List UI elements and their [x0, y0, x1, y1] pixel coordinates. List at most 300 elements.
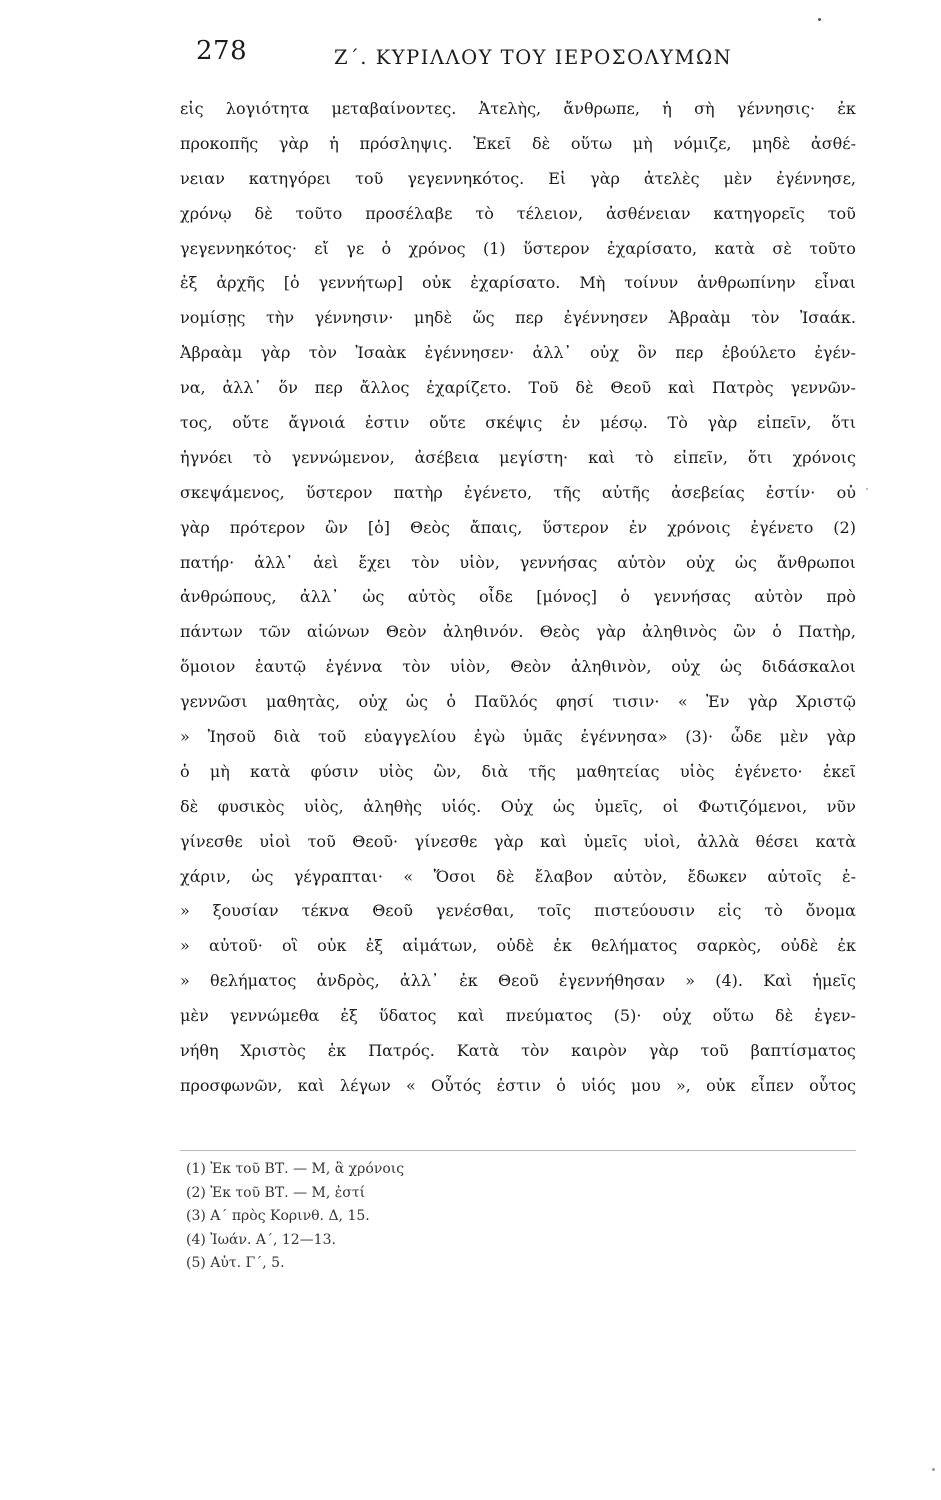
word: ὑμᾶς — [522, 727, 563, 747]
word: ἐβούλετο — [721, 343, 796, 363]
text-line — [180, 615, 856, 650]
text-line — [180, 790, 856, 825]
word: οἶδε — [479, 587, 513, 607]
word: γεννῶσι — [180, 692, 248, 712]
word: ἔλαβον — [534, 866, 594, 886]
word: χρόνῳ — [180, 203, 232, 223]
word: τὸν — [751, 308, 780, 328]
word: ἡ — [329, 133, 339, 153]
word: νῦν — [826, 796, 856, 816]
word: ὁ — [556, 1075, 566, 1095]
word: « — [403, 866, 414, 886]
word: τοῦτο — [809, 238, 856, 258]
word: ὁ — [180, 761, 190, 781]
word: ἀληθινὸν, — [570, 657, 652, 677]
word: πρόσληψις. — [359, 133, 453, 153]
word: τὸν — [521, 1041, 550, 1061]
word: σαρκὸς, — [696, 936, 762, 956]
word: ἀνθρώπους, — [180, 587, 277, 607]
word: ἀσθέ- — [810, 133, 856, 153]
word: ἔχει — [358, 552, 392, 572]
word: Φωτιζόμενοι, — [698, 796, 808, 816]
word: τὸν — [411, 552, 440, 572]
word: » — [180, 971, 190, 991]
word: ἀλλ᾽ — [299, 587, 339, 607]
word: τὸν — [308, 343, 337, 363]
word: Θεὸς — [409, 517, 450, 537]
word: ὢν — [325, 517, 348, 537]
word: θελήματος — [591, 936, 678, 956]
word: Τοῦ — [528, 378, 559, 398]
word: εἰπεῖν, — [673, 447, 728, 467]
word: πατὴρ — [393, 482, 443, 502]
word: ἐγένετο, — [464, 482, 533, 502]
word: γεγεννηκότος· — [180, 238, 297, 258]
word: μέσῳ. — [600, 413, 648, 433]
word: θελήματος — [209, 971, 297, 991]
word: υἱοὶ, — [643, 831, 681, 851]
word: ὃν — [637, 343, 657, 363]
word: Θεὸν — [385, 622, 427, 642]
word: τοίνυν — [624, 273, 679, 293]
word: μαθητὰς, — [265, 692, 341, 712]
word: ἔδωκεν — [687, 866, 747, 886]
text-line — [180, 650, 856, 685]
word: γε — [346, 238, 365, 258]
word: εἰπεῖν, — [757, 413, 812, 433]
word: ἐξ — [180, 273, 198, 293]
text-line — [180, 1069, 856, 1104]
word: οὐδὲ — [780, 936, 819, 956]
word: πνεύματος — [505, 1006, 593, 1026]
word: γέγραπται· — [293, 866, 383, 886]
word: γεννήτωρ] — [318, 273, 404, 293]
word: γὰρ — [590, 168, 620, 188]
word: γέννησις· — [736, 99, 816, 118]
word: ὑμεῖς — [583, 831, 628, 851]
word: ὡς — [405, 692, 428, 712]
word: « — [405, 1075, 416, 1095]
word: ἐγεννήθησαν — [558, 971, 666, 991]
word: ἐστιν — [365, 413, 410, 433]
word: σκέψις — [485, 413, 543, 433]
word: τῆς — [528, 761, 556, 781]
word: ἐκ — [553, 936, 572, 956]
text-line — [180, 1034, 856, 1069]
text-line — [180, 336, 856, 371]
word: Θεοῦ — [497, 971, 539, 991]
word: Μὴ — [579, 273, 606, 293]
word: πατήρ· — [180, 552, 235, 572]
word: ὢν — [733, 622, 756, 642]
word: ἠγνόει — [180, 447, 234, 467]
word: νειαν — [180, 168, 225, 188]
word: οὐκ — [421, 273, 452, 293]
text-line — [180, 894, 856, 929]
text-line — [180, 476, 856, 511]
word: Θεὸς — [539, 622, 580, 642]
word: πρὸ — [826, 587, 856, 607]
word: ἄνθρωπε, — [563, 99, 640, 118]
word: οὕτω — [712, 1006, 754, 1026]
word: ἀλλ᾽ — [254, 552, 294, 572]
text-line — [180, 162, 856, 197]
word: ὕδατος — [378, 1006, 437, 1026]
word: ἐξ — [340, 1006, 358, 1026]
text-line — [180, 546, 856, 581]
word: Οὗτός — [431, 1075, 482, 1095]
word: διδάσκαλοι — [761, 657, 856, 677]
word: οἳ — [282, 936, 298, 956]
word: χρόνος — [408, 238, 466, 258]
word: οὐκ — [706, 1075, 736, 1095]
word: ὡς — [552, 796, 575, 816]
word: ὡς — [251, 866, 274, 886]
paper-speck — [932, 1468, 935, 1471]
word: γεννήσας — [519, 552, 598, 572]
word: καὶ — [297, 1075, 325, 1095]
footnote: (4) Ἰωάν. Α΄, 12—13. — [186, 1231, 336, 1248]
word: σκεψάμενος, — [180, 482, 285, 502]
word: Οὐχ — [500, 796, 534, 816]
word: υἱοὶ — [259, 831, 292, 851]
word: ἐχαρίζετο. — [426, 378, 512, 398]
word: κατὰ — [250, 761, 291, 781]
word: ἄγνοιά — [288, 413, 346, 433]
text-line — [180, 685, 856, 720]
word: ἐγέν- — [814, 343, 856, 363]
word: Πατρὸς — [711, 378, 774, 398]
word: [ὁ] — [367, 517, 391, 537]
word: τέκνα — [301, 901, 350, 921]
footnote: (5) Αὐτ. Γ΄, 5. — [186, 1255, 285, 1271]
word: Τὸ — [667, 413, 688, 433]
word: ἐκ — [459, 971, 478, 991]
word: Θεοῦ — [372, 901, 413, 921]
word: διὰ — [273, 727, 301, 747]
word: Ἀβραὰμ — [180, 343, 243, 363]
word: οὕτω — [570, 133, 613, 153]
word: κατηγόρει — [248, 168, 332, 188]
word: υἱὸς — [679, 761, 715, 781]
word: ἐχαρίσατο, — [607, 238, 698, 258]
paper-speck — [866, 488, 868, 490]
word: ὕστερον — [305, 482, 373, 502]
text-line — [180, 441, 856, 476]
word: (3)· — [685, 727, 714, 747]
word: ἐγὼ — [473, 727, 506, 747]
word: ὥς — [472, 308, 495, 328]
word: φυσικὸς — [217, 796, 285, 816]
word: τοῦ — [355, 168, 384, 188]
paper-speck — [818, 18, 821, 21]
word: » — [180, 901, 190, 921]
word: δὲ — [532, 133, 551, 153]
word: ὢν, — [433, 761, 462, 781]
word: τοῦ — [827, 203, 856, 223]
word: βαπτίσματος — [750, 1041, 856, 1061]
word: αὐτὸν, — [613, 866, 668, 886]
word: αὐτοῦ· — [209, 936, 263, 956]
word: γὰρ — [648, 1041, 679, 1061]
word: ἐχαρίσατο. — [470, 273, 561, 293]
word: σὴ — [694, 99, 715, 118]
word: μηδὲ — [752, 133, 791, 153]
text-line — [180, 511, 856, 546]
word: Ἀβραὰμ — [668, 308, 731, 328]
word: ὁ — [620, 587, 631, 607]
word: ὡς — [734, 552, 757, 572]
word: υἱὸς, — [304, 796, 344, 816]
word: Ἐκεῖ — [473, 133, 512, 153]
word: ἀλλὰ — [697, 831, 740, 851]
word: λέγων — [339, 1075, 391, 1095]
word: προσέλαβε — [365, 203, 453, 223]
word: οὔτε — [429, 413, 466, 433]
word: ἀληθινόν. — [442, 622, 524, 642]
word: γεγεννηκότος. — [407, 168, 525, 188]
word: γεννῶν- — [790, 378, 856, 398]
word: αὐτῆς — [601, 482, 650, 502]
word: Πατὴρ, — [798, 622, 856, 642]
word: τῆς — [553, 482, 581, 502]
word: υἱός — [581, 1075, 616, 1095]
text-line — [180, 301, 856, 336]
word: ἡ — [662, 99, 672, 118]
word: αὐτὸν — [617, 552, 667, 572]
word: διὰ — [481, 761, 509, 781]
page-number: 278 — [196, 36, 248, 66]
word: τὸ — [253, 447, 272, 467]
text-line — [180, 127, 856, 162]
running-title: Ζ΄. ΚΥΡΙΛΛΟΥ ΤΟΥ ΙΕΡΟΣΟΛΥΜΩΝ — [334, 46, 733, 69]
word: τέλειον, — [516, 203, 584, 223]
word: Καὶ — [763, 971, 793, 991]
word: Εἰ — [548, 168, 567, 188]
word: καὶ — [540, 831, 568, 851]
text-line — [180, 860, 856, 895]
word: ἐγέννησεν — [563, 308, 649, 328]
footnote: (1) Ἐκ τοῦ ΒΤ. — Μ, ἃ χρόνοις — [186, 1161, 405, 1177]
word: ἐστιν — [496, 1075, 541, 1095]
word: νήθη — [180, 1041, 219, 1061]
word: οὐχ — [358, 692, 388, 712]
word: ὕστερον — [542, 517, 609, 537]
word: ὡς — [362, 587, 385, 607]
word: εἴ — [314, 238, 329, 258]
word: (1) — [482, 238, 506, 258]
word: περ — [314, 378, 343, 398]
word: ἄλλος — [359, 378, 410, 398]
word: οὔτε — [232, 413, 269, 433]
text-line — [180, 999, 856, 1034]
word: [μόνος] — [536, 587, 598, 607]
word: οὐ — [836, 482, 856, 502]
word: εὐαγγελίου — [364, 727, 457, 747]
word: ὅτι — [747, 447, 773, 467]
word: πάντων — [180, 622, 243, 642]
text-line — [180, 406, 856, 441]
footnote: (3) Α΄ πρὸς Κορινθ. Δ, 15. — [186, 1208, 370, 1224]
footnote: (2) Ἐκ τοῦ ΒΤ. — Μ, ἐστί — [186, 1184, 366, 1201]
word: ὅν — [278, 378, 298, 398]
word: προσφωνῶν, — [180, 1075, 283, 1095]
word: ἀεὶ — [313, 552, 339, 572]
word: υἱὸς — [378, 761, 414, 781]
word: Ἀτελὴς, — [478, 99, 542, 118]
word: γὰρ — [493, 831, 524, 851]
word: θέσει — [755, 831, 800, 851]
word: [ὁ — [283, 273, 300, 293]
word: ὑμεῖς, — [594, 796, 644, 816]
word: Θεὸν — [510, 657, 552, 677]
word: Χριστὸς — [240, 1041, 306, 1061]
word: ἀλλ᾽ — [222, 378, 262, 398]
word: οὐκ — [317, 936, 347, 956]
word: ἄπαις, — [469, 517, 523, 537]
word: ἐν — [562, 413, 581, 433]
text-line — [180, 371, 856, 406]
word: » — [180, 936, 190, 956]
word: γενέσθαι, — [435, 901, 515, 921]
word: σὲ — [772, 238, 792, 258]
word: Παῦλός — [474, 692, 538, 712]
word: τος, — [180, 413, 213, 433]
word: γεννήσας — [653, 587, 731, 607]
word: γίνεσθε — [180, 831, 243, 851]
footnotes — [186, 1158, 486, 1276]
word: » — [685, 971, 696, 991]
word: ἀνδρὸς, — [316, 971, 380, 991]
word: ἐκεῖ — [822, 761, 856, 781]
word: ἐγέννησα» — [580, 727, 668, 747]
word: νομίσῃς — [180, 308, 246, 328]
word: καιρὸν — [571, 1041, 627, 1061]
text-line — [180, 964, 856, 999]
word: εἶναι — [814, 273, 856, 293]
word: γὰρ — [596, 622, 626, 642]
word: περ — [675, 343, 704, 363]
word: οὐχ — [671, 657, 701, 677]
text-line — [180, 720, 856, 755]
word: μὴ — [209, 761, 230, 781]
text-line — [180, 232, 856, 267]
word: τοῦ — [318, 727, 347, 747]
word: Ἰησοῦ — [207, 727, 256, 747]
word: Θεοῦ· — [352, 831, 399, 851]
word: δὲ — [774, 1006, 794, 1026]
word: μαθητείας — [576, 761, 660, 781]
word: καὶ — [668, 378, 696, 398]
word: ἐ- — [842, 866, 856, 886]
word: γέννησιν· — [314, 308, 394, 328]
word: δὲ — [180, 796, 199, 816]
word: πρότερον — [229, 517, 306, 537]
word: τοῦ — [307, 831, 336, 851]
word: ἐκ — [327, 1041, 347, 1061]
word: γὰρ — [747, 692, 778, 712]
word: καὶ — [457, 1006, 485, 1026]
word: ὁ — [772, 622, 782, 642]
word: ἀλλ᾽ — [532, 343, 572, 363]
word: τὸ — [764, 901, 783, 921]
word: Κατὰ — [456, 1041, 500, 1061]
word: οὐχ — [590, 343, 620, 363]
word: Ἐν — [706, 692, 730, 712]
word: τοῦτο — [295, 203, 343, 223]
page-header — [196, 36, 756, 76]
word: εἰς — [717, 901, 742, 921]
body-text — [180, 92, 856, 1104]
word: τοῦ — [700, 1041, 729, 1061]
word: ἐστίν· — [765, 482, 816, 502]
word: εἰς — [180, 99, 204, 118]
word: ἀνθρωπίνην — [697, 273, 796, 293]
word: ὕστερον — [523, 238, 590, 258]
word: αὐτοῖς — [767, 866, 822, 886]
word: οὗτος — [809, 1075, 856, 1095]
word: τισιν· — [612, 692, 660, 712]
text-line — [180, 580, 856, 615]
word: προκοπῆς — [180, 133, 259, 153]
word: χάριν, — [180, 866, 231, 886]
word: δὲ — [496, 866, 515, 886]
text-line — [180, 825, 856, 860]
word: καὶ — [588, 447, 616, 467]
word: χρόνοις — [792, 447, 856, 467]
word: (4). — [715, 971, 743, 991]
word: ἄνθρωποι — [776, 552, 856, 572]
word: περ — [515, 308, 544, 328]
word: χρόνοις — [667, 517, 731, 537]
word: ἐγεν- — [814, 1006, 856, 1026]
word: ἀληθινὸς — [642, 622, 717, 642]
word: ὅτι — [831, 413, 856, 433]
word: ἐξ — [365, 936, 384, 956]
word: αὐτὸς — [407, 587, 456, 607]
word: ὁ — [446, 692, 456, 712]
word: φησί — [555, 692, 594, 712]
word: « — [677, 692, 688, 712]
word: ὡς — [720, 657, 743, 677]
word: μηδὲ — [413, 308, 453, 328]
word: μου — [630, 1075, 661, 1095]
word: υἱὸν, — [459, 552, 500, 572]
word: τὸν — [402, 657, 431, 677]
word: ἀρχῆς — [216, 273, 265, 293]
word: γὰρ — [826, 727, 856, 747]
text-line — [180, 755, 856, 790]
word: γίνεσθε — [414, 831, 478, 851]
word: ἐν — [628, 517, 648, 537]
word: ἀσεβείας — [671, 482, 745, 502]
word: Χριστῷ — [795, 692, 856, 712]
word: γεννώμεθα — [229, 1006, 320, 1026]
word: μεγίστη· — [499, 447, 569, 467]
text-line — [180, 929, 856, 964]
word: δὲ — [575, 378, 594, 398]
word: οὐχ — [685, 552, 715, 572]
word: » — [180, 727, 190, 747]
word: γὰρ — [180, 517, 210, 537]
word: ἐγέννησεν· — [424, 343, 515, 363]
word: πιστεύουσιν — [594, 901, 695, 921]
word: », — [676, 1075, 691, 1095]
word: υἱὸν, — [450, 657, 491, 677]
word: ἀτελὲς — [643, 168, 700, 188]
word: Θεοῦ — [610, 378, 652, 398]
word: ἀσέβεια — [414, 447, 480, 467]
